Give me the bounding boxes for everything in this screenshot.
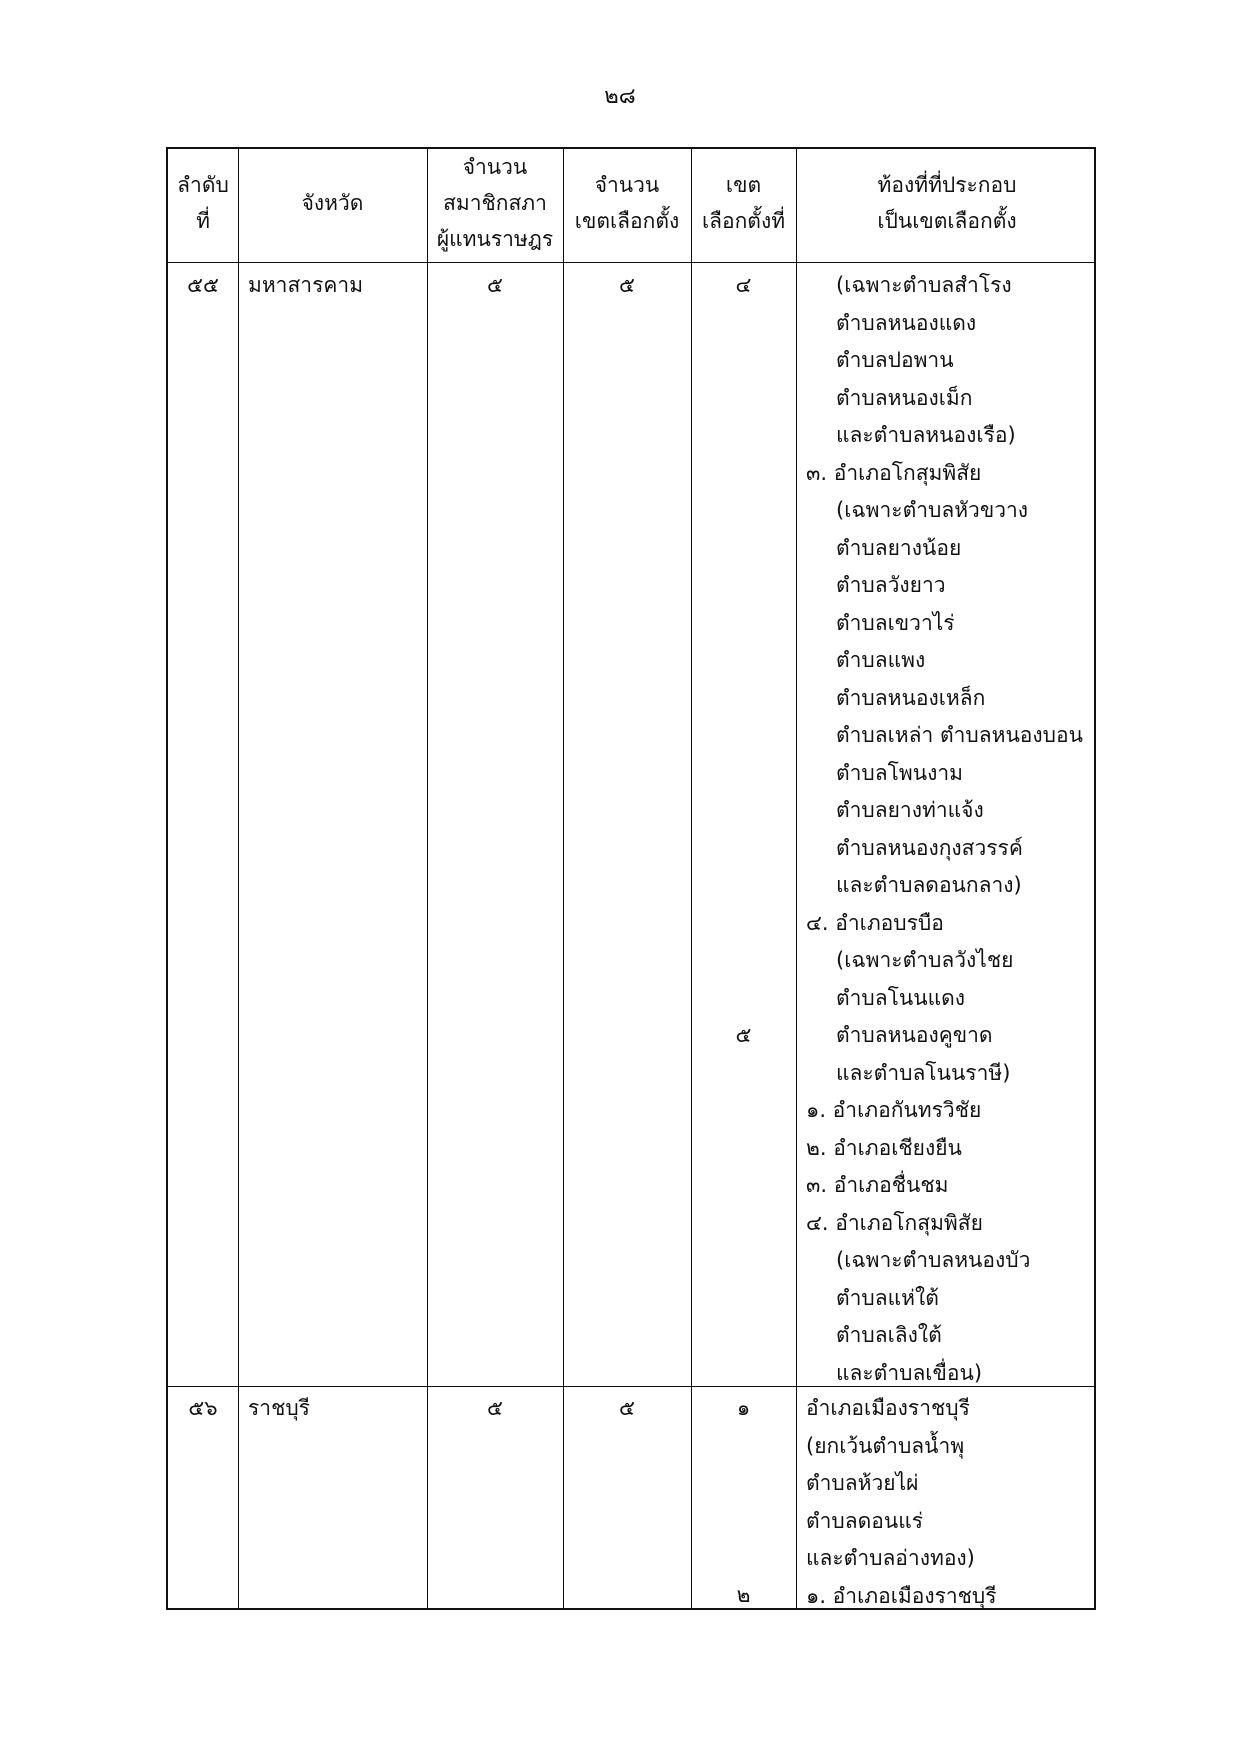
- row-55-province: มหาสารคาม: [248, 273, 364, 297]
- area-line: (เฉพาะตำบลสำโรง: [836, 273, 1012, 297]
- area-line: ตำบลปอพาน: [836, 348, 954, 372]
- area-line: ๔. อำเภอโกสุมพิสัย: [806, 1210, 983, 1235]
- row-56-districts: ๕: [619, 1396, 635, 1420]
- area-line: (เฉพาะตำบลหนองบัว: [836, 1248, 1031, 1272]
- header-districts: จำนวน เขตเลือกตั้ง: [574, 173, 680, 233]
- header-divider: [168, 262, 1094, 263]
- area-line: ตำบลยางน้อย: [836, 535, 962, 560]
- area-line: ๓. อำเภอโกสุมพิสัย: [806, 460, 982, 485]
- constituency-table: [166, 147, 1096, 1610]
- header-order: ลำดับ ที่: [177, 173, 229, 233]
- area-line: ตำบลแห่ใต้: [836, 1285, 939, 1310]
- area-line: ๑. อำเภอเมืองราชบุรี: [806, 1583, 997, 1608]
- area-line: ตำบลโพนงาม: [836, 760, 963, 785]
- header-members: จำนวน สมาชิกสภา ผู้แทนราษฎร: [436, 155, 554, 251]
- column-divider: [796, 149, 797, 1608]
- row-56-district-number: ๒: [736, 1583, 751, 1607]
- row-56-district-number: ๑: [736, 1396, 751, 1420]
- area-line: (เฉพาะตำบลหัวขวาง: [836, 498, 1029, 522]
- area-line: และตำบลอ่างทอง): [806, 1546, 975, 1570]
- area-line: ๔. อำเภอบรบือ: [806, 910, 944, 935]
- row-55-order: ๕๕: [187, 273, 219, 297]
- header-areas: ท้องที่ที่ประกอบ เป็นเขตเลือกตั้ง: [877, 173, 1017, 233]
- area-line: อำเภอเมืองราชบุรี: [806, 1396, 970, 1420]
- area-line: ตำบลดอนแร่: [806, 1508, 924, 1533]
- area-line: ตำบลวังยาว: [836, 573, 946, 597]
- area-line: และตำบลเขื่อน): [836, 1360, 983, 1385]
- area-line: ตำบลเขวาไร่: [836, 610, 955, 635]
- area-line: ๒. อำเภอเชียงยืน: [806, 1135, 962, 1160]
- area-line: ตำบลหนองเม็ก: [836, 385, 973, 410]
- row-56-members: ๕: [487, 1396, 503, 1420]
- header-district-number: เขต เลือกตั้งที่: [701, 173, 786, 233]
- area-line: ตำบลยางท่าแจ้ง: [836, 798, 984, 822]
- area-line: (ยกเว้นตำบลน้ำพุ: [806, 1433, 965, 1458]
- area-line: ตำบลหนองคูขาด: [836, 1023, 993, 1047]
- row-56-order: ๕๖: [188, 1396, 218, 1420]
- row-56-areas: [806, 1390, 997, 1615]
- area-line: ตำบลโนนแดง: [836, 985, 966, 1010]
- area-line: ตำบลเลิงใต้: [836, 1323, 942, 1347]
- area-line: ตำบลหนองเหล็ก: [836, 685, 986, 710]
- area-line: ๓. อำเภอชื่นชม: [806, 1173, 949, 1197]
- row-55-areas: [806, 267, 1083, 1392]
- area-line: และตำบลดอนกลาง): [836, 873, 1022, 897]
- area-line: ตำบลเหล่า ตำบลหนองบอน: [836, 723, 1083, 747]
- column-divider: [238, 149, 239, 1608]
- area-line: ๑. อำเภอกันทรวิชัย: [806, 1098, 982, 1122]
- area-line: และตำบลหนองเรือ): [836, 423, 1016, 447]
- row-55-district-number: ๔: [735, 273, 752, 297]
- row-55-districts: ๕: [619, 273, 635, 297]
- row-55-district-number: ๕: [735, 1023, 752, 1047]
- area-line: ตำบลห้วยไผ่: [806, 1471, 919, 1495]
- page-number: ๒๘: [604, 84, 636, 109]
- area-line: ตำบลหนองกุงสวรรค์: [836, 835, 1023, 860]
- row-55-members: ๕: [487, 273, 503, 297]
- row-56-province: ราชบุรี: [248, 1396, 310, 1420]
- header-province: จังหวัด: [301, 191, 364, 215]
- area-line: และตำบลโนนราษี): [836, 1060, 1011, 1085]
- area-line: ตำบลแพง: [836, 648, 926, 672]
- area-line: (เฉพาะตำบลวังไชย: [836, 948, 1014, 972]
- area-line: ตำบลหนองแดง: [836, 310, 977, 335]
